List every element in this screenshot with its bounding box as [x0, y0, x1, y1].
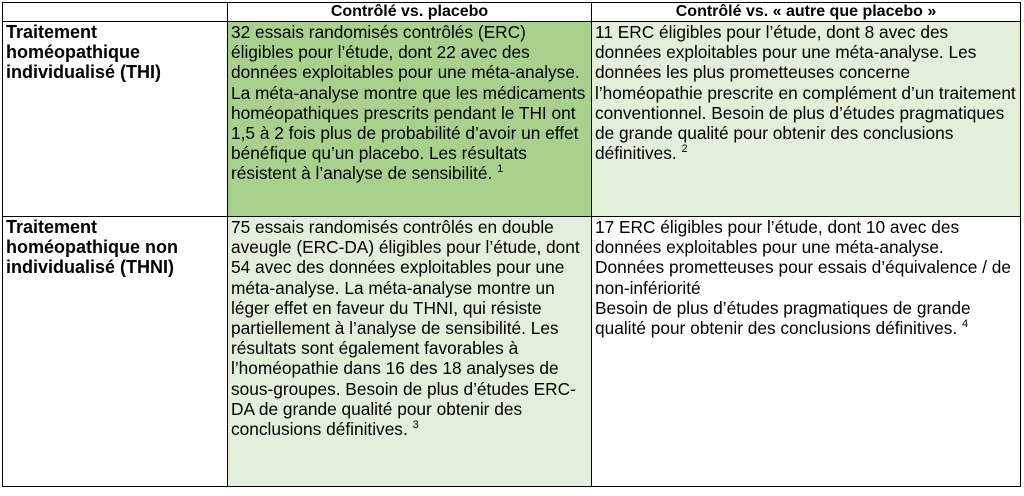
reference-marker: 3	[412, 419, 419, 432]
header-row	[3, 3, 1021, 22]
row-header-thi: Traitement homéopathique individualisé (THI)	[3, 22, 228, 217]
cell-text-line	[595, 298, 1017, 338]
column-header-other: Contrôlé vs. « autre que placebo »	[592, 3, 1021, 22]
reference-marker: 2	[681, 143, 688, 156]
table-row-thi	[3, 22, 1021, 217]
cell-text: 11 ERC éligibles pour l’étude, dont 8 avec des données exploitables pour une méta-analyse. Les données les plus prometteuses concerne l’homéopathie prescrite en complément d’un traitement conventionnel. Besoin de plus d’études pragmatiques de grande qualité pour obtenir des conclusions définitives.	[595, 22, 1016, 164]
cell-thi-other	[592, 22, 1021, 217]
cell-text-line: 17 ERC éligibles pour l’étude, dont 10 avec des données exploitables pour une méta-analyse.	[595, 217, 960, 258]
cell-text: 75 essais randomisés contrôlés en double aveugle (ERC-DA) éligibles pour l’étude, dont 54 avec des données exploitables pour une méta-analyse. La méta-analyse montre un léger effet en faveur du THNI, qui résiste partiellement à l’analyse de sensibilité. Les résultats sont également favorables à l’homéopathie dans 16 des 18 analyses de sous-groupes. Besoin de plus d’études ERC-DA de grande qualité pour obtenir des conclusions définitives.	[231, 217, 580, 440]
cell-thni-placebo	[228, 217, 592, 487]
cell-thni-other	[592, 217, 1021, 487]
cell-text: Besoin de plus d’études pragmatiques de grande qualité pour obtenir des conclusions définitives.	[595, 297, 971, 339]
cell-thi-placebo	[228, 22, 592, 217]
reference-marker: 4	[961, 318, 969, 331]
column-header-placebo: Contrôlé vs. placebo	[228, 3, 592, 22]
corner-cell	[3, 3, 228, 22]
reference-marker: 1	[497, 163, 504, 176]
evidence-table	[2, 2, 1021, 487]
cell-text-line: Données prometteuses pour essais d’équivalence / de non-infériorité	[595, 257, 1011, 298]
row-header-thni: Traitement homéopathique non individualisé (THNI)	[3, 217, 228, 487]
cell-text: 32 essais randomisés contrôlés (ERC) éligibles pour l’étude, dont 22 avec des données exploitables pour une méta-analyse. La méta-analyse montre que les médicaments homéopathiques prescrits pendant le THI ont 1,5 à 2 fois plus de probabilité d’avoir un effet bénéfique qu’un placebo. Les résultats résistent à l’analyse de sensibilité.	[231, 22, 586, 184]
table-row-thni	[3, 217, 1021, 487]
